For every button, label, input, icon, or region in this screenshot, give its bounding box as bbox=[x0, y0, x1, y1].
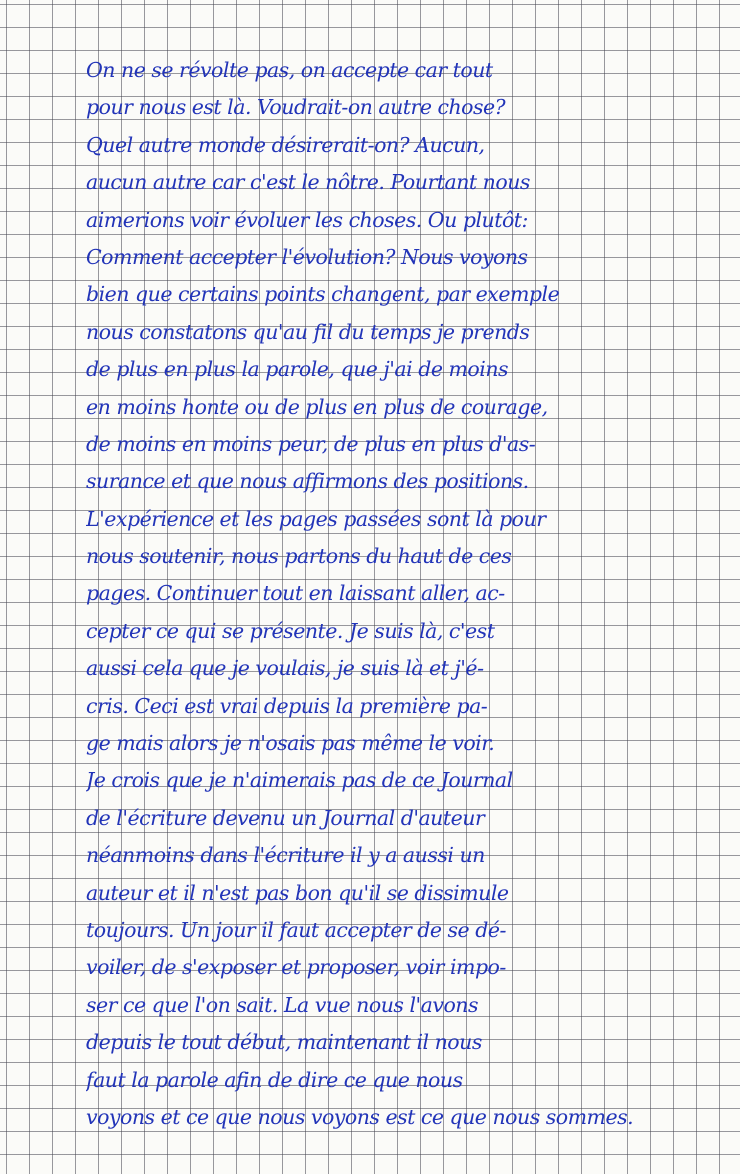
handwritten-line: Je crois que je n'aimerais pas de ce Journal bbox=[86, 768, 513, 793]
handwritten-line: nous soutenir, nous partons du haut de ces bbox=[86, 544, 512, 569]
handwritten-line: faut la parole afin de dire ce que nous bbox=[86, 1067, 463, 1092]
handwritten-line: L'expérience et les pages passées sont là pour bbox=[86, 506, 546, 531]
handwritten-line: bien que certains points changent, par exemple bbox=[86, 282, 560, 307]
handwritten-line: nous constatons qu'au fil du temps je prends bbox=[86, 319, 530, 344]
handwritten-line: en moins honte ou de plus en plus de courage, bbox=[86, 394, 548, 419]
handwritten-line: voiler, de s'exposer et proposer, voir impo- bbox=[86, 955, 506, 980]
handwritten-line: toujours. Un jour il faut accepter de se dé- bbox=[86, 917, 506, 942]
handwritten-line: ge mais alors je n'osais pas même le voir. bbox=[86, 731, 495, 756]
handwritten-line: voyons et ce que nous voyons est ce que nous sommes. bbox=[86, 1104, 634, 1129]
handwritten-line: de plus en plus la parole, que j'ai de moins bbox=[86, 357, 509, 382]
handwritten-line: Comment accepter l'évolution? Nous voyons bbox=[86, 244, 528, 269]
handwritten-line: pour nous est là. Voudrait-on autre chose? bbox=[86, 95, 506, 120]
handwritten-line: aimerions voir évoluer les choses. Ou plutôt: bbox=[86, 207, 528, 232]
handwritten-line: surance et que nous affirmons des positions. bbox=[86, 469, 529, 494]
handwritten-line: ser ce que l'on sait. La vue nous l'avons bbox=[86, 992, 479, 1017]
handwritten-line: depuis le tout début, maintenant il nous bbox=[86, 1030, 482, 1055]
handwritten-line: Quel autre monde désirerait-on? Aucun, bbox=[86, 132, 485, 157]
handwritten-text bbox=[86, 52, 708, 1136]
handwritten-line: cris. Ceci est vrai depuis la première pa- bbox=[86, 693, 488, 718]
handwritten-line: de l'écriture devenu un Journal d'auteur bbox=[86, 805, 485, 830]
handwritten-line: auteur et il n'est pas bon qu'il se dissimule bbox=[86, 880, 509, 905]
handwritten-line: néanmoins dans l'écriture il y a aussi un bbox=[86, 843, 485, 868]
handwritten-line: aussi cela que je voulais, je suis là et j'é- bbox=[86, 656, 484, 681]
handwritten-line: cepter ce qui se présente. Je suis là, c'est bbox=[86, 618, 495, 643]
handwritten-line: de moins en moins peur, de plus en plus d'as- bbox=[86, 431, 536, 456]
handwritten-line: pages. Continuer tout en laissant aller, ac- bbox=[86, 581, 505, 606]
handwritten-line: aucun autre car c'est le nôtre. Pourtant nous bbox=[86, 170, 530, 195]
handwritten-line: On ne se révolte pas, on accepte car tout bbox=[86, 58, 493, 82]
